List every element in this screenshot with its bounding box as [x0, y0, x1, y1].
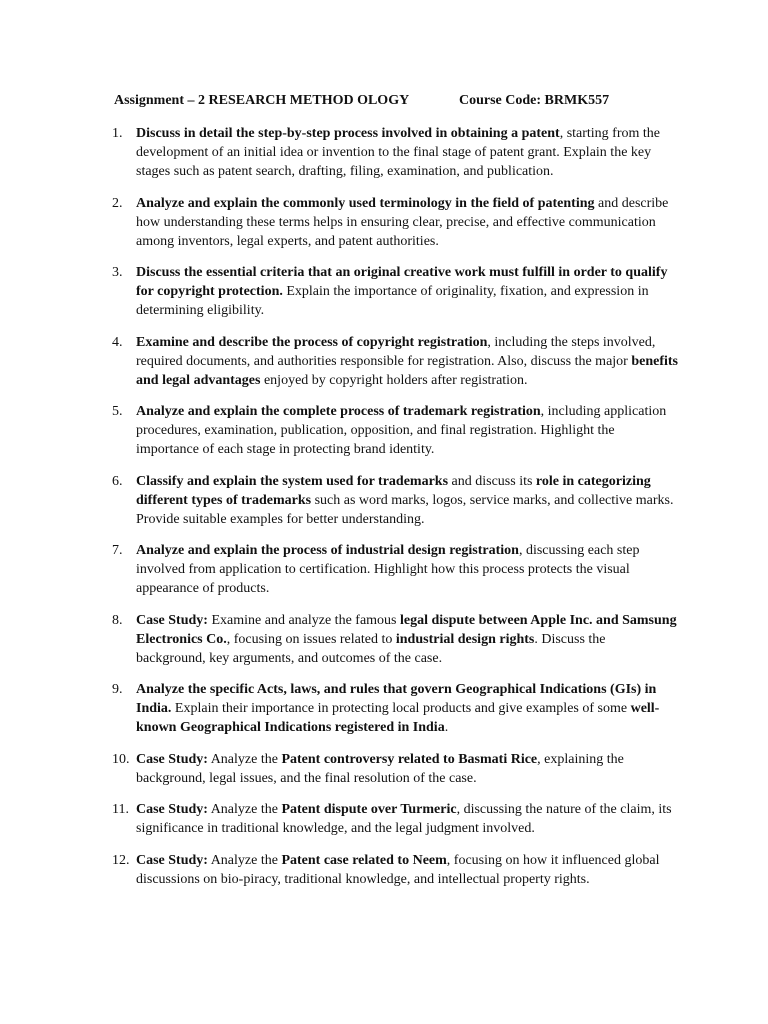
- question-emphasis: Patent case related to Neem: [281, 852, 447, 868]
- question-text: [136, 802, 672, 836]
- question-text: [136, 404, 666, 457]
- question-number: 2.: [112, 195, 123, 211]
- question-number: 4.: [112, 334, 123, 350]
- question-emphasis: Examine and describe the process of copyright registration: [136, 334, 488, 350]
- question-text-segment: . Discuss the background, key arguments, and outcomes of the case.: [136, 631, 606, 666]
- course-code: Course Code: BRMK557: [459, 93, 610, 108]
- question-text: [136, 613, 677, 666]
- question-emphasis: Analyze the specific Acts, laws, and rules that govern Geographical Indications (GIs) in India.: [136, 682, 657, 716]
- question-emphasis: Classify and explain the system used for trademarks: [136, 473, 449, 489]
- question-number: 10.: [112, 751, 130, 767]
- question-item: [112, 333, 678, 390]
- question-item: [112, 402, 678, 459]
- question-item: [112, 800, 678, 838]
- question-emphasis: benefits and legal advantages: [136, 353, 679, 388]
- question-item: [112, 541, 678, 598]
- question-emphasis: role in categorizing different types of trademarks: [136, 473, 651, 508]
- question-text-segment: enjoyed by copyright holders after registration.: [260, 372, 528, 388]
- question-text: [136, 126, 660, 179]
- question-text-segment: , explaining the background, legal issues, and the final resolution of the case.: [136, 751, 624, 786]
- question-item: [112, 472, 678, 529]
- question-text-segment: , focusing on how it influenced global discussions on bio-piracy, traditional knowledge, and intellectual property rights.: [136, 852, 660, 887]
- question-number: 3.: [112, 265, 123, 280]
- question-number: 6.: [112, 473, 123, 489]
- question-text-segment: and describe how understanding these terms helps in ensuring clear, precise, and effective communication among inventors, legal experts, and patent authorities.: [136, 195, 669, 249]
- question-item: [112, 851, 678, 889]
- question-number: 12.: [112, 852, 130, 868]
- question-text: [136, 335, 678, 388]
- question-emphasis: Patent controversy related to Basmati Rice: [281, 751, 538, 767]
- question-list: [112, 124, 678, 901]
- question-number: 1.: [112, 126, 123, 141]
- question-text: [136, 474, 673, 527]
- question-text: [136, 196, 668, 249]
- question-text-segment: Analyze the: [207, 852, 282, 868]
- question-text-segment: and discuss its: [448, 473, 536, 489]
- question-text-segment: , including application procedures, examination, publication, opposition, and final registration. Highlight the importance of each stage in protecting brand identity.: [136, 404, 667, 457]
- question-text-segment: such as word marks, logos, service marks, and collective marks. Provide suitable examples for better understanding.: [136, 492, 674, 527]
- question-text: [136, 265, 667, 318]
- question-emphasis: Case Study:: [136, 802, 208, 817]
- question-number: 7.: [112, 543, 123, 558]
- assignment-header: [114, 92, 674, 110]
- question-emphasis: Analyze and explain the process of industrial design registration: [136, 543, 519, 558]
- question-text-segment: Explain their importance in protecting local products and give examples of some: [171, 701, 631, 716]
- question-item: [112, 263, 678, 320]
- question-emphasis: well-known Geographical Indications registered in India: [136, 701, 660, 735]
- question-item: [112, 124, 678, 181]
- question-text-segment: , discussing the nature of the claim, its significance in traditional knowledge, and the legal judgment involved.: [136, 802, 672, 836]
- question-emphasis: legal dispute between Apple Inc. and Samsung Electronics Co.: [136, 612, 677, 647]
- question-emphasis: industrial design rights: [395, 631, 535, 647]
- question-item: [112, 611, 678, 668]
- question-emphasis: Patent dispute over Turmeric: [281, 802, 457, 817]
- question-emphasis: Discuss the essential criteria that an original creative work must fulfill in order to qualify for copyright protection.: [136, 265, 668, 299]
- question-item: [112, 194, 678, 251]
- question-text-segment: Examine and analyze the famous: [207, 612, 401, 628]
- question-item: [112, 750, 678, 788]
- question-number: 5.: [112, 404, 123, 419]
- question-emphasis: Case Study:: [136, 612, 208, 628]
- question-text-segment: , focusing on issues related to: [226, 631, 396, 647]
- question-text: [136, 752, 624, 786]
- question-emphasis: Case Study:: [136, 852, 208, 868]
- question-item: [112, 680, 678, 737]
- question-emphasis: Analyze and explain the complete process of trademark registration: [136, 404, 541, 419]
- question-text-segment: .: [444, 720, 449, 735]
- assignment-title: Assignment – 2 RESEARCH METHOD OLOGY: [114, 93, 410, 108]
- question-text-segment: , discussing each step involved from application to certification. Highlight how this process protects the visual appearance of products.: [136, 543, 640, 596]
- question-text: [136, 682, 659, 735]
- question-text-segment: Analyze the: [207, 751, 282, 767]
- question-emphasis: Case Study:: [136, 751, 208, 767]
- question-text-segment: Explain the importance of originality, fixation, and expression in determining eligibility.: [136, 284, 649, 318]
- question-emphasis: Analyze and explain the commonly used terminology in the field of patenting: [136, 195, 595, 211]
- question-text: [136, 853, 659, 887]
- question-number: 8.: [112, 612, 123, 628]
- question-number: 9.: [112, 682, 123, 697]
- question-emphasis: Discuss in detail the step-by-step process involved in obtaining a patent: [136, 126, 560, 141]
- question-number: 11.: [112, 802, 129, 817]
- question-text-segment: Analyze the: [207, 802, 282, 817]
- question-text: [136, 543, 639, 596]
- question-text-segment: , including the steps involved, required documents, and authorities responsible for registration. Also, discuss the major: [136, 334, 656, 369]
- question-text-segment: , starting from the development of an initial idea or invention to the final stage of patent grant. Explain the key stages such as patent search, drafting, filing, examination, and publication.: [136, 126, 660, 179]
